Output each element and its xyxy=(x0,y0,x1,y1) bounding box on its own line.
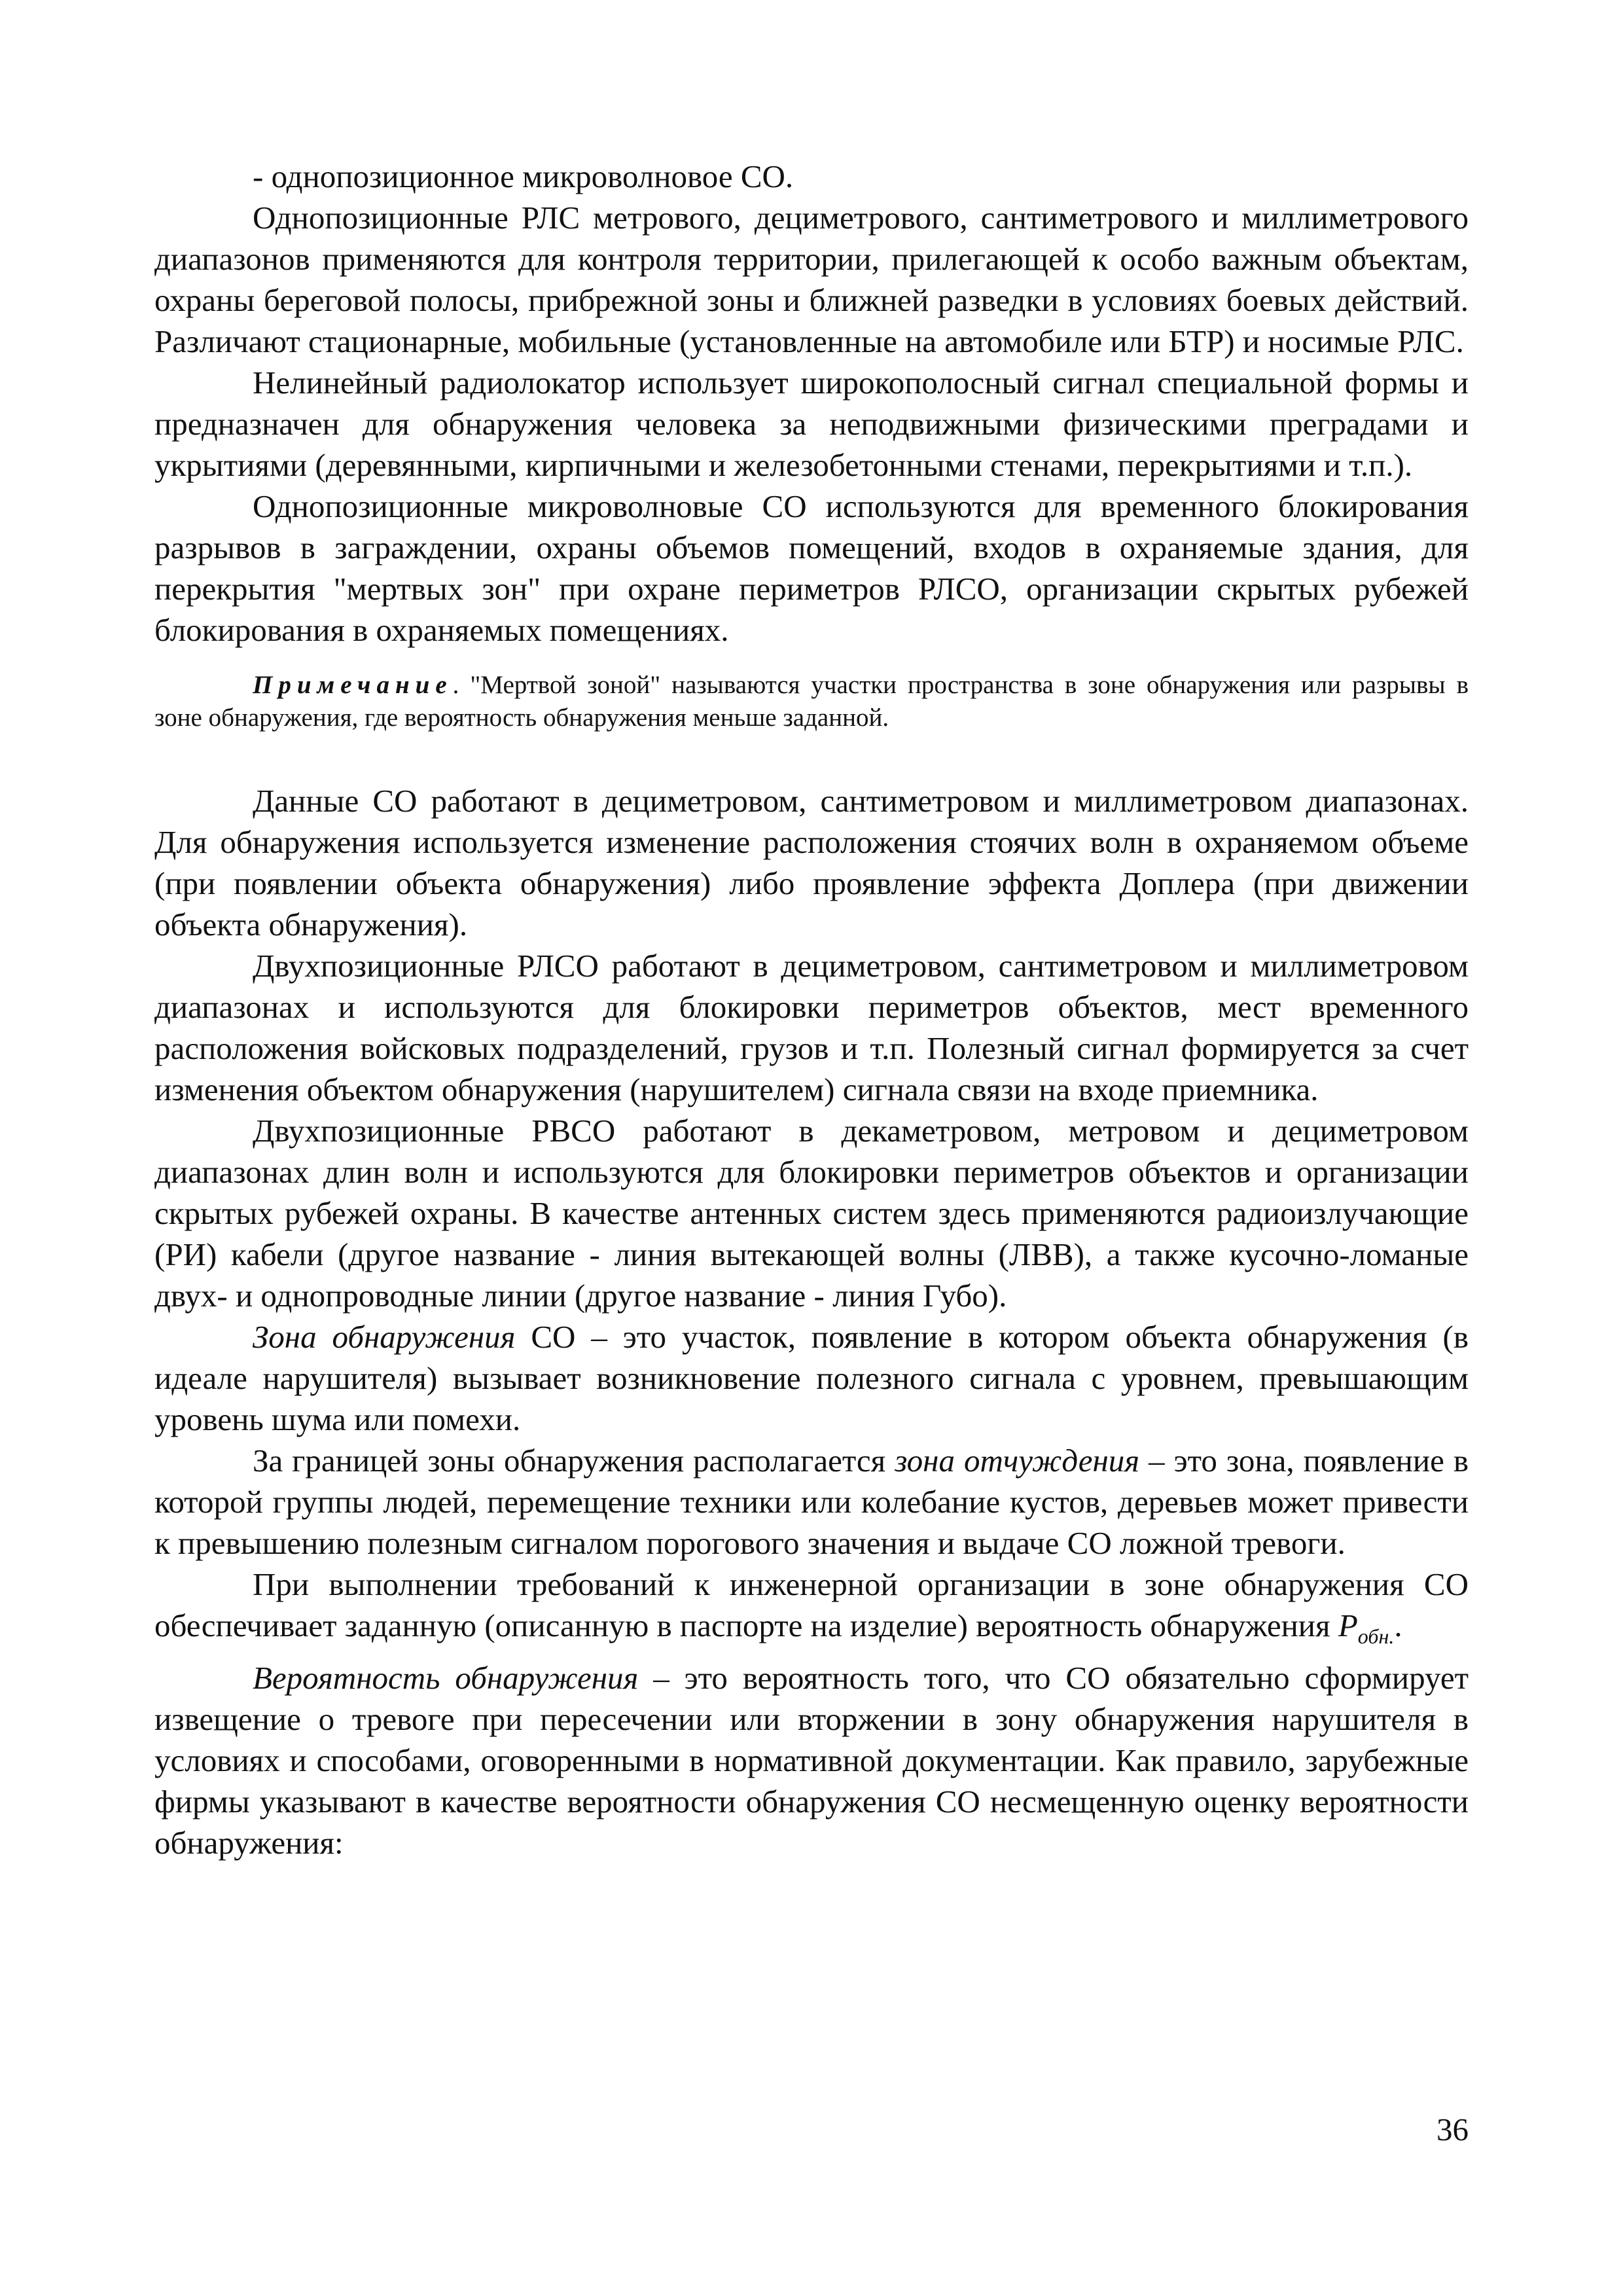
paragraph-8 xyxy=(154,1440,1469,1564)
paragraph-10-text: – это вероятность того, что СО обязательно сформирует извещение о тревоге при пересечении или вторжении в зону обнаружения нарушителя в условиях и способами, оговоренными в нормативной документации. Как правило, зарубежные фирмы указывают в качестве вероятности обнаружения СО несмещенную оценку вероятности обнаружения: xyxy=(154,1659,1469,1861)
page-number: 36 xyxy=(1436,2111,1469,2147)
term-detection-zone: Зона обнаружения xyxy=(253,1319,516,1355)
term-exclusion-zone: зона отчуждения xyxy=(895,1443,1140,1479)
formula-symbol: P xyxy=(1338,1607,1358,1643)
term-detection-probability: Вероятность обнаружения xyxy=(253,1659,639,1696)
paragraph-9 xyxy=(154,1564,1469,1657)
paragraph-7-text: СО – это участок, появление в котором объекта обнаружения (в идеале нарушителя) вызывает возникновение полезного сигнала с уровнем, превышающим уровень шума или помехи. xyxy=(154,1319,1469,1437)
note-label: Примечание xyxy=(253,671,453,699)
paragraph-3: Однопозиционные микроволновые СО используются для временного блокирования разрывов в заграждении, охраны объемов помещений, входов в охраняемые здания, для перекрытия "мертвых зон" при охране периметров РЛСО, организации скрытых рубежей блокирования в охраняемых помещениях. xyxy=(154,488,1469,648)
paragraph-9-text: При выполнении требований к инженерной организации в зоне обнаружения СО обеспечивает заданную (описанную в паспорте на изделие) вероятность обнаружения xyxy=(154,1566,1469,1643)
paragraph-8-text: – это зона, появление в которой группы людей, перемещение техники или колебание кустов, деревьев может привести к превышению полезным сигналом порогового значения и выдаче СО ложной тревоги. xyxy=(154,1443,1469,1561)
paragraph-7 xyxy=(154,1316,1469,1440)
paragraph-1: Однопозиционные РЛС метрового, дециметрового, сантиметрового и миллиметрового диапазонов применяются для контроля территории, прилегающей к особо важным объектам, охраны береговой полосы, прибрежной зоны и ближней разведки в условиях боевых действий. Различают стационарные, мобильные (установленные на автомобиле или БТР) и носимые РЛС. xyxy=(154,200,1469,359)
paragraph-9-end: . xyxy=(1394,1607,1402,1643)
paragraph-8-start: За границей зоны обнаружения располагается xyxy=(253,1443,895,1479)
paragraph-10 xyxy=(154,1657,1469,1863)
formula-subscript: обн. xyxy=(1357,1624,1395,1648)
paragraph-6: Двухпозиционные РВСО работают в декаметровом, метровом и дециметровом диапазонах длин волн и используются для блокировки периметров объектов и организации скрытых рубежей охраны. В качестве антенных систем здесь применяются радиоизлучающие (РИ) кабели (другое название - линия вытекающей волны (ЛВВ), а также кусочно-ломаные двух- и однопроводные линии (другое название - линия Губо). xyxy=(154,1113,1469,1314)
note-text: . "Мертвой зоной" называются участки пространства в зоне обнаружения или разрывы в зоне обнаружения, где вероятность обнаружения меньше заданной. xyxy=(154,671,1469,732)
paragraph-4: Данные СО работают в дециметровом, сантиметровом и миллиметровом диапазонах. Для обнаружения используется изменение расположения стоячих волн в охраняемом объеме (при появлении объекта обнаружения) либо проявление эффекта Доплера (при движении объекта обнаружения). xyxy=(154,783,1469,942)
spacer xyxy=(154,734,1469,780)
paragraph-list-item: - однопозиционное микроволновое СО. xyxy=(253,158,794,194)
note xyxy=(154,669,1469,734)
paragraph-2: Нелинейный радиолокатор использует широкополосный сигнал специальной формы и предназначен для обнаружения человека за неподвижными физическими преградами и укрытиями (деревянными, кирпичными и железобетонными стенами, перекрытиями и т.п.). xyxy=(154,365,1469,483)
document-body xyxy=(154,156,1469,1863)
paragraph-5: Двухпозиционные РЛСО работают в дециметровом, сантиметровом и миллиметровом диапазонах и используются для блокировки периметров объектов, мест временного расположения войсковых подразделений, грузов и т.п. Полезный сигнал формируется за счет изменения объектом обнаружения (нарушителем) сигнала связи на входе приемника. xyxy=(154,948,1469,1107)
